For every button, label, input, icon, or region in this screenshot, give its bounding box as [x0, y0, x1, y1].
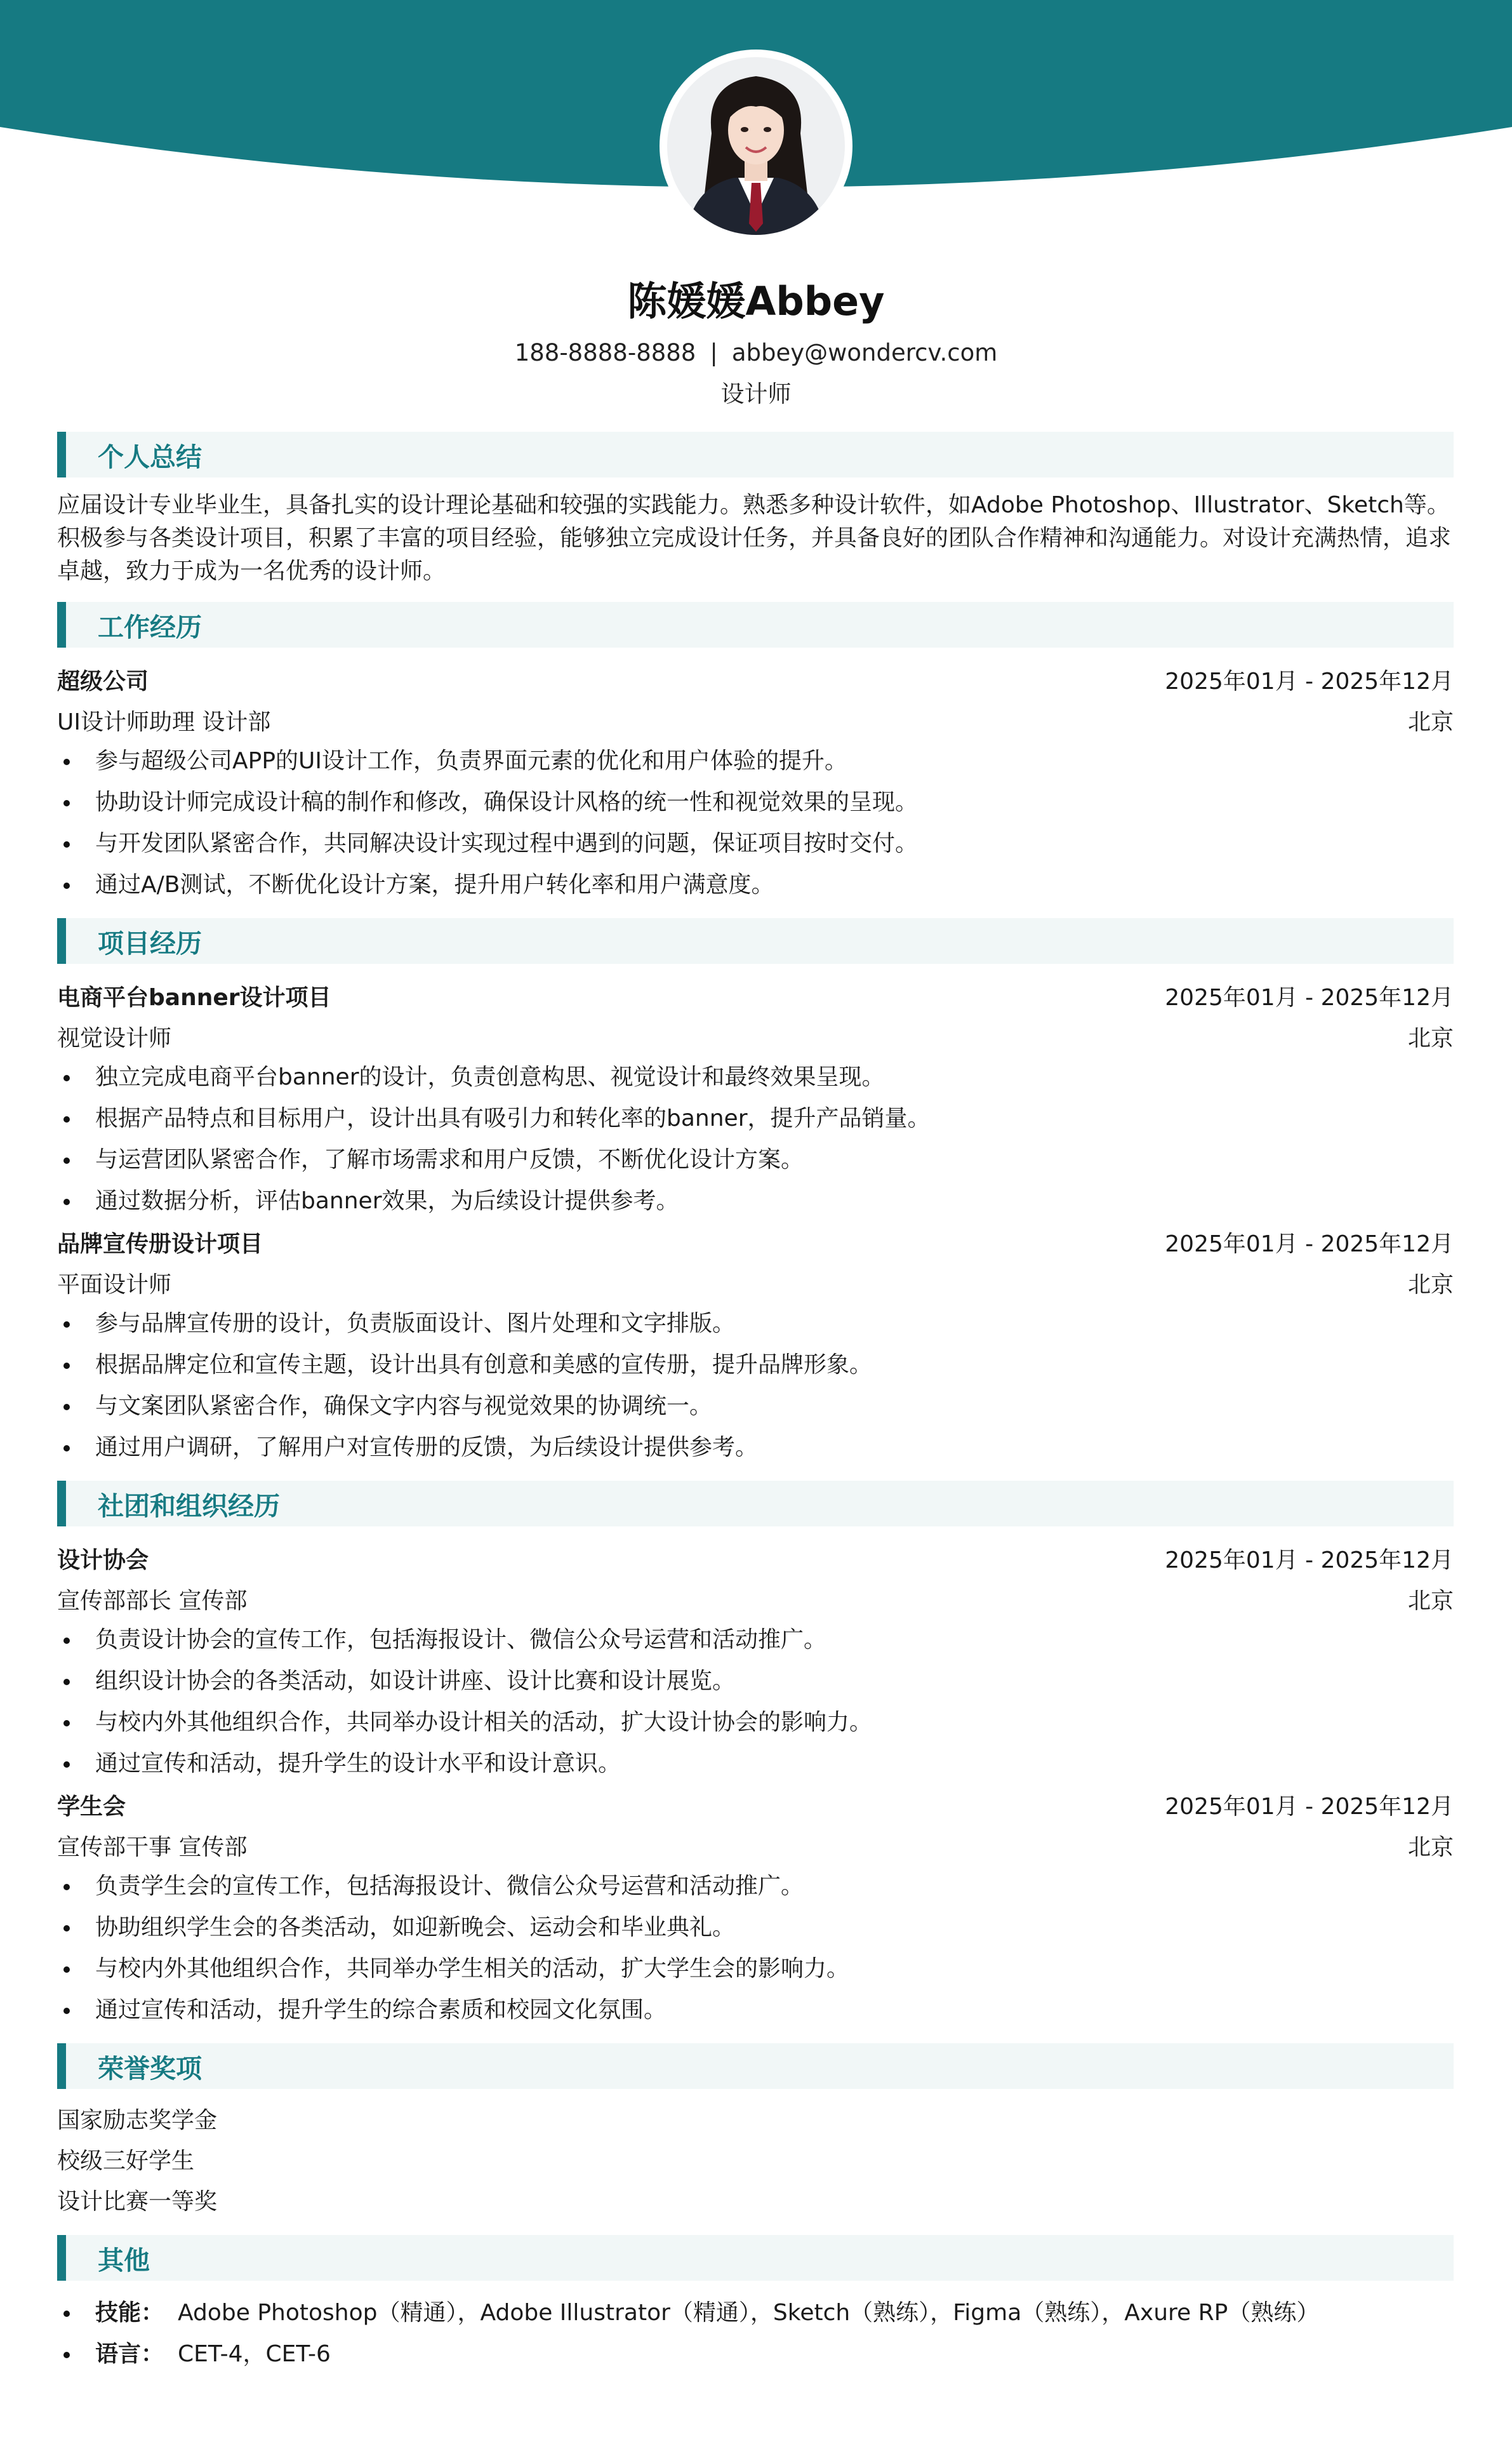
list-item: 与文案团队紧密合作，确保文字内容与视觉效果的协调统一。 [57, 1385, 1454, 1427]
project-entry [57, 975, 1454, 1222]
list-item: 通过数据分析，评估banner效果，为后续设计提供参考。 [57, 1180, 1454, 1222]
entry-bullets [57, 1619, 1454, 1784]
resume-body [57, 432, 1454, 2375]
list-item: 通过用户调研，了解用户对宣传册的反馈，为后续设计提供参考。 [57, 1427, 1454, 1468]
entry-header [57, 1538, 1454, 1578]
entry-header [57, 1222, 1454, 1262]
list-item: 根据产品特点和目标用户，设计出具有吸引力和转化率的banner，提升产品销量。 [57, 1098, 1454, 1139]
entry-subheader [57, 700, 1454, 740]
entry-org: 学生会 [57, 1793, 126, 1820]
project-entry [57, 1222, 1454, 1468]
entry-position: 宣传部部长 宣传部 [57, 1587, 248, 1614]
entry-org: 设计协会 [57, 1547, 149, 1573]
skills-item [57, 2292, 1454, 2333]
entry-org: 超级公司 [57, 668, 149, 695]
entry-position: 视觉设计师 [57, 1025, 172, 1051]
section-header-work: 工作经历 [57, 602, 1454, 648]
club-entry [57, 1538, 1454, 1784]
section-header-summary: 个人总结 [57, 432, 1454, 477]
entry-org: 电商平台banner设计项目 [57, 984, 331, 1011]
entry-bullets [57, 1303, 1454, 1468]
list-item: 通过宣传和活动，提升学生的设计水平和设计意识。 [57, 1743, 1454, 1784]
entry-date: 2025年01月 - 2025年12月 [1165, 668, 1454, 695]
section-header-other: 其他 [57, 2235, 1454, 2281]
list-item: 与校内外其他组织合作，共同举办设计相关的活动，扩大设计协会的影响力。 [57, 1702, 1454, 1743]
list-item: 负责设计协会的宣传工作，包括海报设计、微信公众号运营和活动推广。 [57, 1619, 1454, 1660]
skills-label: 技能： [95, 2300, 164, 2326]
list-item: 组织设计协会的各类活动，如设计讲座、设计比赛和设计展览。 [57, 1660, 1454, 1702]
honor-item: 国家励志奖学金 [57, 2107, 218, 2133]
other-list [57, 2292, 1454, 2375]
list-item: 参与超级公司APP的UI设计工作，负责界面元素的优化和用户体验的提升。 [57, 740, 1454, 782]
contact-separator: | [710, 339, 718, 366]
entry-date: 2025年01月 - 2025年12月 [1165, 984, 1454, 1011]
entry-bullets [57, 1057, 1454, 1222]
entry-subheader [57, 1578, 1454, 1619]
club-entry [57, 1784, 1454, 2031]
list-item: 与开发团队紧密合作，共同解决设计实现过程中遇到的问题，保证项目按时交付。 [57, 823, 1454, 864]
entry-date: 2025年01月 - 2025年12月 [1165, 1547, 1454, 1573]
entry-subheader [57, 1016, 1454, 1057]
list-item: 通过A/B测试，不断优化设计方案，提升用户转化率和用户满意度。 [57, 864, 1454, 905]
job-title: 设计师 [720, 380, 792, 408]
entry-position: 宣传部干事 宣传部 [57, 1834, 248, 1860]
language-item [57, 2333, 1454, 2375]
honor-item: 设计比赛一等奖 [57, 2189, 218, 2215]
entry-location: 北京 [1407, 1271, 1454, 1298]
entry-bullets [57, 740, 1454, 905]
phone-number: 188-8888-8888 [514, 339, 696, 366]
list-item: 协助组织学生会的各类活动，如迎新晚会、运动会和毕业典礼。 [57, 1907, 1454, 1948]
language-value: CET-4，CET-6 [178, 2341, 331, 2367]
section-header-projects: 项目经历 [57, 918, 1454, 964]
list-item: 独立完成电商平台banner的设计，负责创意构思、视觉设计和最终效果呈现。 [57, 1057, 1454, 1098]
entry-location: 北京 [1407, 1025, 1454, 1051]
entry-location: 北京 [1407, 1834, 1454, 1860]
list-item: 负责学生会的宣传工作，包括海报设计、微信公众号运营和活动推广。 [57, 1865, 1454, 1907]
email-address: abbey@wondercv.com [731, 339, 998, 366]
avatar-ring [661, 51, 851, 241]
entry-org: 品牌宣传册设计项目 [57, 1231, 263, 1257]
section-header-honors: 荣誉奖项 [57, 2043, 1454, 2089]
language-label: 语言： [95, 2341, 164, 2367]
entry-header [57, 659, 1454, 700]
section-header-clubs: 社团和组织经历 [57, 1481, 1454, 1526]
entry-subheader [57, 1262, 1454, 1303]
candidate-name: 陈媛媛Abbey [627, 278, 885, 324]
summary-text: 应届设计专业毕业生，具备扎实的设计理论基础和较强的实践能力。熟悉多种设计软件，如Adobe Photoshop、Illustrator、Sketch等。积极参与各类设计项目，积累了丰富的项目经验，能够独立完成设计任务，并具备良好的团队合作精神和沟通能力。对设计充满热情，追求卓越，致力于成为一名优秀的设计师。 [57, 492, 1452, 584]
list-item: 根据品牌定位和宣传主题，设计出具有创意和美感的宣传册，提升品牌形象。 [57, 1344, 1454, 1385]
list-item: 与运营团队紧密合作，了解市场需求和用户反馈，不断优化设计方案。 [57, 1139, 1454, 1180]
skills-value: Adobe Photoshop（精通），Adobe Illustrator（精通），Sketch（熟练），Figma（熟练），Axure RP（熟练） [178, 2300, 1320, 2326]
entry-location: 北京 [1407, 709, 1454, 735]
work-entry [57, 659, 1454, 905]
entry-subheader [57, 1825, 1454, 1865]
entry-position: UI设计师助理 设计部 [57, 709, 271, 735]
entry-header [57, 1784, 1454, 1825]
list-item: 与校内外其他组织合作，共同举办学生相关的活动，扩大学生会的影响力。 [57, 1948, 1454, 1989]
list-item: 参与品牌宣传册的设计，负责版面设计、图片处理和文字排版。 [57, 1303, 1454, 1344]
avatar [667, 57, 845, 235]
honor-item: 校级三好学生 [57, 2148, 195, 2174]
entry-header [57, 975, 1454, 1016]
entry-date: 2025年01月 - 2025年12月 [1165, 1231, 1454, 1257]
entry-bullets [57, 1865, 1454, 2031]
entry-date: 2025年01月 - 2025年12月 [1165, 1793, 1454, 1820]
entry-position: 平面设计师 [57, 1271, 172, 1298]
list-item: 通过宣传和活动，提升学生的综合素质和校园文化氛围。 [57, 1989, 1454, 2031]
contact-line [0, 339, 1512, 366]
entry-location: 北京 [1407, 1587, 1454, 1614]
list-item: 协助设计师完成设计稿的制作和修改，确保设计风格的统一性和视觉效果的呈现。 [57, 782, 1454, 823]
